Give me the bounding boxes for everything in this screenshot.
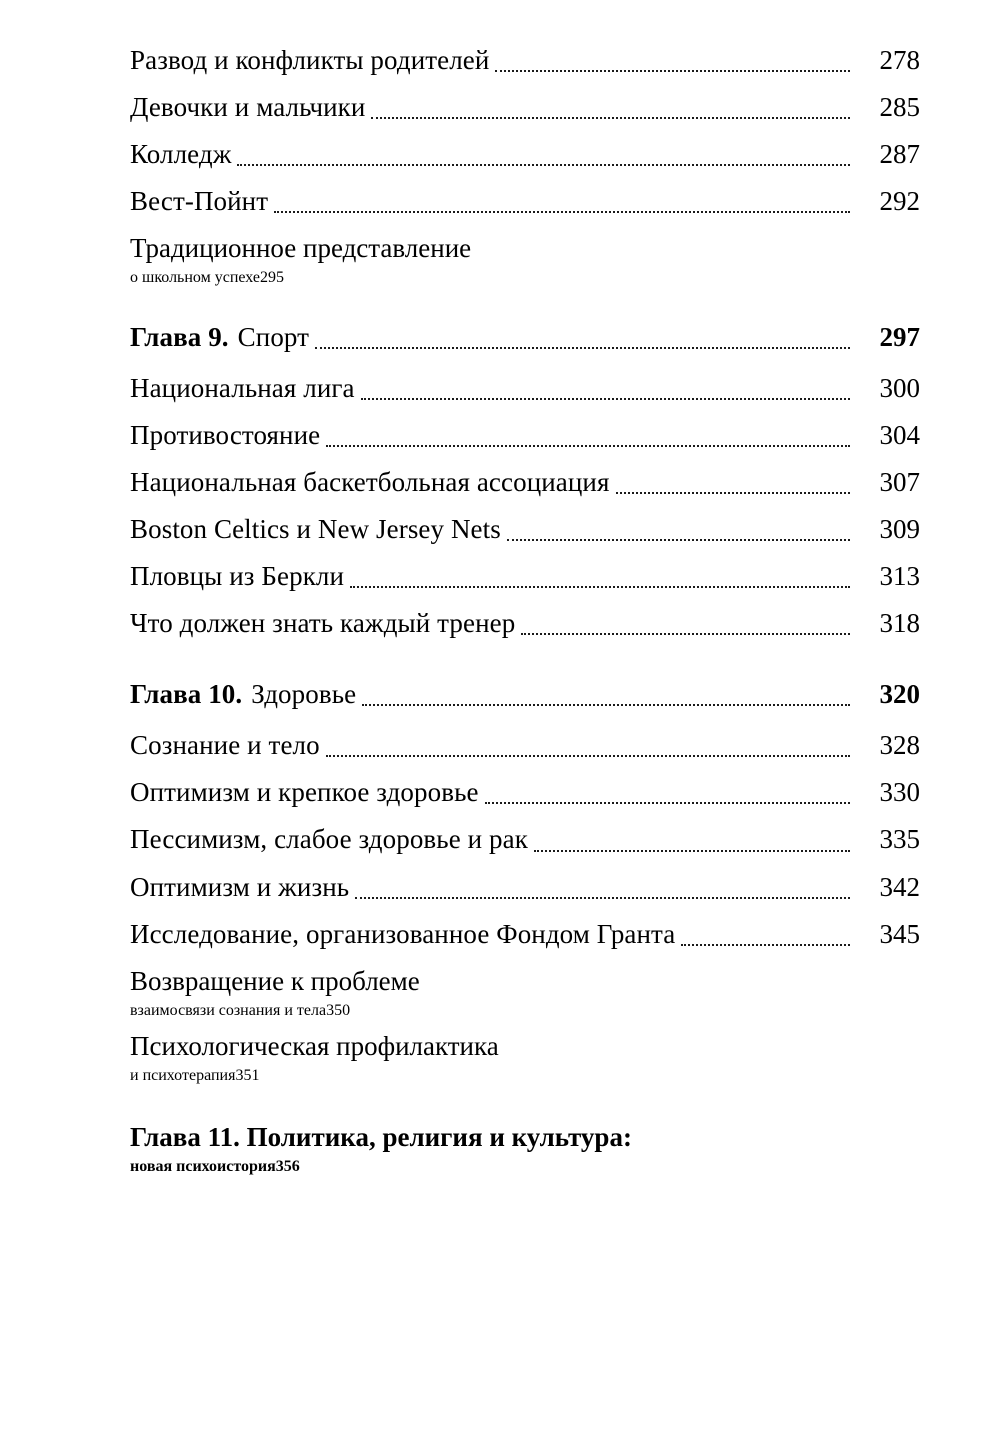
toc-leader [485, 801, 850, 804]
toc-entry[interactable] [130, 603, 920, 644]
toc-entry-title: Развод и конфликты родителей [130, 45, 490, 75]
toc-entry[interactable] [130, 509, 920, 550]
toc-entry-page: 318 [879, 608, 920, 639]
toc-entry[interactable] [130, 1026, 920, 1085]
toc-leader [534, 849, 850, 852]
toc-entry-title: Сознание и тело [130, 730, 320, 761]
toc-entry-title-line1: Психологическая профилактика [130, 1030, 499, 1061]
toc-chapter-label: Глава 9. [130, 322, 229, 353]
toc-entry[interactable] [130, 87, 920, 128]
toc-entry[interactable] [130, 961, 920, 1020]
toc-entry-title: Национальная баскетбольная ассоциация [130, 467, 610, 498]
toc-entry-title-line2: и психотерапия [130, 1066, 236, 1084]
toc-entry-title: Оптимизм и крепкое здоровье [130, 777, 479, 808]
toc-chapter-title: Здоровье [251, 679, 357, 710]
toc-leader [507, 538, 850, 541]
toc-entry[interactable] [130, 462, 920, 503]
toc-chapter-title: Политика, религия и культура: [246, 1121, 632, 1152]
toc-leader [362, 703, 850, 706]
toc-entry-page: 304 [879, 420, 920, 451]
toc-leader [274, 210, 850, 213]
toc-entry-page: 300 [879, 373, 920, 404]
toc-entry-page: 320 [879, 679, 920, 710]
toc-leader [371, 116, 850, 119]
toc-entry[interactable] [130, 415, 920, 456]
toc-entry-page: 292 [879, 186, 920, 217]
toc-entry[interactable] [130, 556, 920, 597]
toc-entry-page: 285 [879, 92, 920, 123]
toc-entry-title: Пессимизм, слабое здоровье и рак [130, 824, 528, 855]
toc-leader [495, 69, 850, 72]
toc-entry-page: 342 [879, 871, 920, 902]
toc-leader [237, 163, 850, 166]
toc-entry-title: Что должен знать каждый тренер [130, 608, 516, 639]
toc-entry-title: Пловцы из Беркли [130, 561, 345, 592]
toc-leader [350, 585, 850, 588]
toc-leader [521, 632, 850, 635]
toc-chapter-label: Глава 11. [130, 1121, 240, 1152]
toc-entry-page: 330 [879, 777, 920, 808]
toc-entry[interactable] [130, 819, 920, 860]
toc-entry-page: 309 [879, 514, 920, 545]
toc-chapter-label: Глава 10. [130, 679, 243, 710]
toc-entry[interactable] [130, 772, 920, 813]
toc-entry-page: 356 [275, 1157, 300, 1175]
toc-entry[interactable] [130, 228, 920, 287]
toc-entry[interactable] [130, 867, 920, 908]
toc-entry[interactable] [130, 725, 920, 766]
toc-chapter-entry[interactable] [130, 317, 920, 358]
toc-entry-page: 297 [879, 322, 920, 353]
toc-leader [315, 346, 850, 349]
toc-entry-title-line1: Возвращение к проблеме [130, 965, 420, 996]
toc-chapter-title-line2: новая психоистория [130, 1157, 276, 1175]
toc-leader [326, 444, 850, 447]
toc-leader [361, 397, 850, 400]
toc-entry-title: Национальная лига [130, 373, 355, 404]
toc-leader [355, 896, 850, 899]
toc-entry-title: Колледж [130, 139, 232, 170]
toc-list [130, 40, 920, 1176]
toc-entry-page: 345 [879, 918, 920, 949]
toc-entry-title: Оптимизм и жизнь [130, 871, 350, 902]
toc-entry-title-line1: Традиционное представление [130, 233, 472, 264]
toc-entry[interactable] [130, 40, 920, 81]
toc-entry-title: Исследование, организованное Фондом Гранта [130, 918, 676, 949]
toc-entry-title: Противостояние [130, 420, 321, 451]
toc-entry-page: 351 [235, 1066, 260, 1084]
toc-chapter-entry[interactable] [130, 1117, 920, 1176]
toc-leader [616, 491, 851, 494]
toc-entry-title: Boston Celtics и New Jersey Nets [130, 514, 501, 545]
toc-entry-page: 335 [879, 824, 920, 855]
toc-entry[interactable] [130, 914, 920, 955]
toc-entry-page: 313 [879, 561, 920, 592]
toc-entry-title: Вест-Пойнт [130, 186, 269, 217]
toc-entry-page: 307 [879, 467, 920, 498]
toc-chapter-line1 [130, 1117, 920, 1158]
toc-leader [326, 754, 850, 757]
toc-chapter-title: Спорт [237, 322, 310, 353]
toc-entry-title-line2: взаимосвязи сознания и тела [130, 1001, 327, 1019]
toc-entry-page: 278 [879, 45, 920, 75]
toc-entry-page: 328 [879, 730, 920, 761]
toc-entry-page: 287 [879, 139, 920, 170]
toc-leader [681, 943, 850, 946]
toc-entry[interactable] [130, 368, 920, 409]
toc-entry-title: Девочки и мальчики [130, 92, 366, 123]
toc-entry-page: 295 [260, 269, 284, 287]
toc-entry-page: 350 [326, 1001, 351, 1019]
toc-entry-title-line2: о школьном успехе [130, 269, 260, 287]
toc-chapter-entry[interactable] [130, 674, 920, 715]
toc-entry[interactable] [130, 181, 920, 222]
toc-entry[interactable] [130, 134, 920, 175]
